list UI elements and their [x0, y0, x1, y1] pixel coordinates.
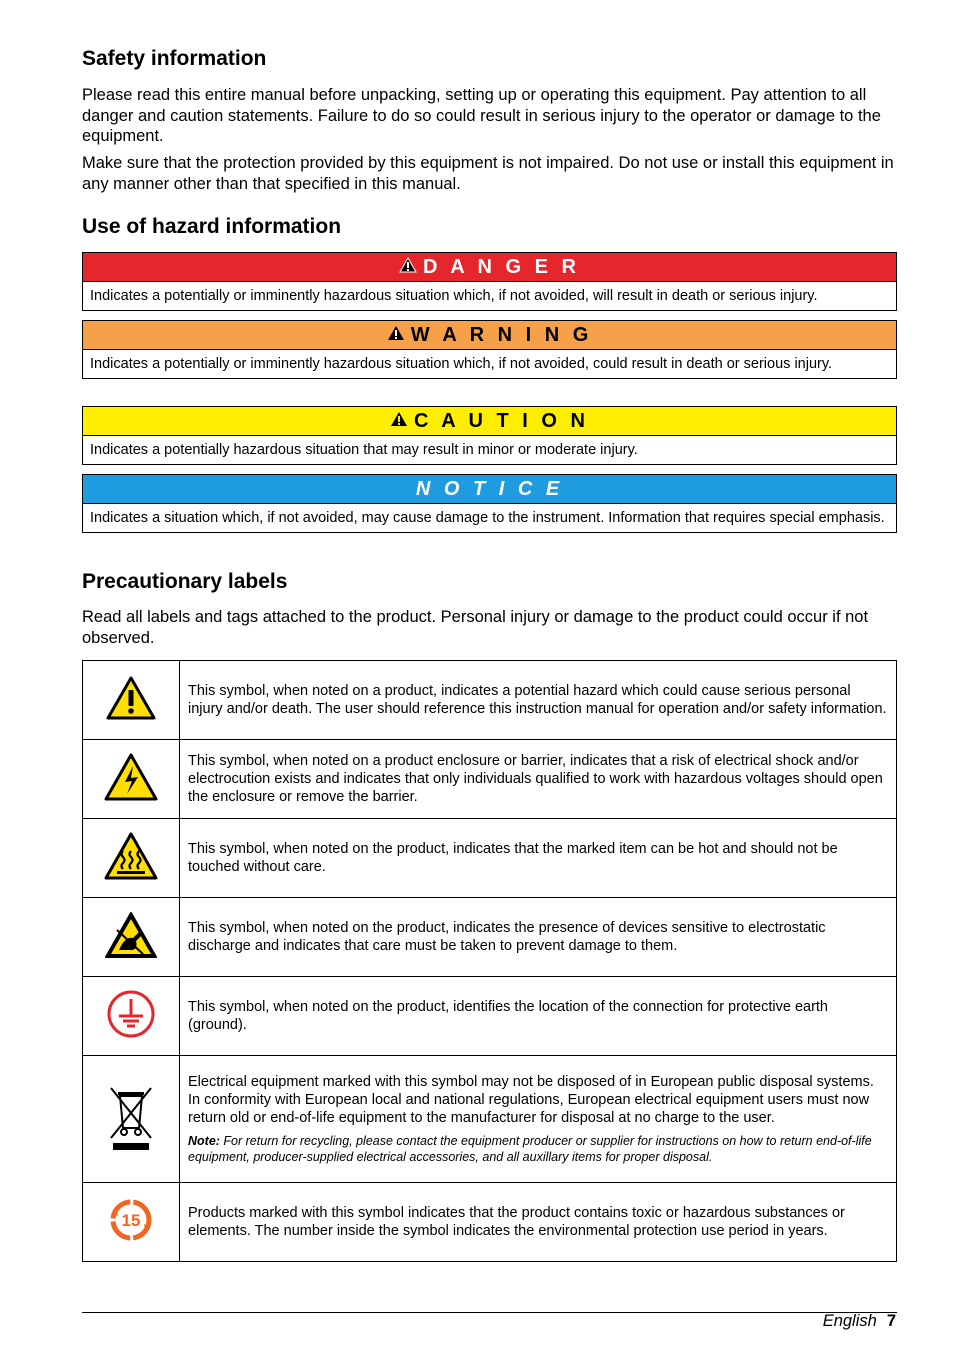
general-warning-icon: [105, 709, 157, 725]
icon-cell: [83, 898, 180, 977]
safety-paragraph-2: Make sure that the protection provided by this equipment is not impaired. Do not use or install this equipment in any manner other than that specified in this manual.: [82, 154, 894, 193]
table-row: [83, 661, 897, 740]
epup-15-icon: [106, 1210, 156, 1249]
danger-header: [83, 253, 896, 282]
danger-label: D A N G E R: [423, 255, 580, 278]
warning-box: [82, 320, 897, 379]
label-description-cell: [180, 1056, 897, 1183]
icon-cell: [83, 819, 180, 898]
hot-surface-icon: [103, 869, 159, 885]
weee-note: [188, 1133, 888, 1165]
safety-heading: Safety information: [82, 47, 267, 70]
table-row: [83, 740, 897, 819]
note-text: For return for recycling, please contact the equipment producer or supplier for instructions on how to return end-of-life equipment, producer-supplied electrical accessories, and all auxillary items for proper disposal.: [188, 1134, 872, 1164]
note-label: Note:: [188, 1134, 220, 1148]
caution-header: [83, 407, 896, 436]
table-row: [83, 1183, 897, 1262]
table-row: [83, 977, 897, 1056]
page-footer: [823, 1312, 896, 1331]
caution-box: [82, 406, 897, 465]
footer-divider: [82, 1312, 897, 1313]
table-row: [83, 1056, 897, 1183]
hazard-heading: Use of hazard information: [82, 215, 342, 238]
label-description: This symbol, when noted on a product enclosure or barrier, indicates that a risk of electrical shock and/or electrocution exists and indicates that only individuals qualified to work with hazardous voltages should open the enclosure or remove the barrier.: [180, 740, 897, 819]
warning-label: W A R N I N G: [410, 323, 593, 346]
protective-earth-icon: [106, 1027, 156, 1043]
epup-number: 15: [121, 1210, 141, 1230]
label-description: This symbol, when noted on a product, indicates a potential hazard which could cause serious personal injury and/or death. The user should reference this instruction manual for operation and/or safety information.: [180, 661, 897, 740]
warning-header: [83, 321, 896, 350]
caution-text: Indicates a potentially hazardous situation that may result in minor or moderate injury.: [90, 442, 638, 458]
footer-language: English: [822, 1312, 877, 1330]
warning-text: Indicates a potentially or imminently hazardous situation which, if not avoided, could result in death or serious injury.: [90, 356, 833, 372]
precautionary-labels-table: [82, 660, 897, 1262]
danger-text: Indicates a potentially or imminently hazardous situation which, if not avoided, will result in death or serious injury.: [90, 288, 818, 304]
weee-icon: [106, 1140, 156, 1156]
warning-triangle-icon: [399, 256, 417, 279]
page-number: 7: [886, 1312, 896, 1330]
table-row: [83, 898, 897, 977]
icon-cell: [83, 1056, 180, 1183]
notice-box: [82, 474, 897, 533]
icon-cell: [83, 661, 180, 740]
warning-triangle-icon: [387, 324, 405, 347]
electrical-shock-icon: [103, 790, 159, 806]
danger-box: [82, 252, 897, 311]
label-description: This symbol, when noted on the product, indicates that the marked item can be hot and should not be touched without care.: [180, 819, 897, 898]
safety-paragraph-1: Please read this entire manual before unpacking, setting up or operating this equipment. Pay attention to all danger and caution statements. Failure to do so could result in serious injury to the operator or damage to the equipment.: [82, 86, 881, 145]
notice-text: Indicates a situation which, if not avoided, may cause damage to the instrument. Information that requires special emphasis.: [90, 510, 885, 526]
icon-cell: [83, 740, 180, 819]
icon-cell: [83, 977, 180, 1056]
notice-label: N O T I C E: [415, 477, 564, 500]
caution-label: C A U T I O N: [414, 409, 589, 432]
table-row: [83, 819, 897, 898]
notice-header: [83, 475, 896, 504]
icon-cell: [83, 1183, 180, 1262]
esd-icon: [103, 948, 159, 964]
label-description: Products marked with this symbol indicates that the product contains toxic or hazardous substances or elements. The number inside the symbol indicates the environmental protection use period in years.: [180, 1183, 897, 1262]
warning-triangle-icon: [390, 410, 408, 433]
label-description: Electrical equipment marked with this symbol may not be disposed of in European public disposal systems. In conformity with European local and national regulations, European electrical equipment users must now return old or end-of-life equipment to the manufacturer for disposal at no charge to the user.: [188, 1074, 874, 1126]
label-description: This symbol, when noted on the product, indicates the presence of devices sensitive to electrostatic discharge and indicates that care must be taken to prevent damage to them.: [180, 898, 897, 977]
labels-intro: Read all labels and tags attached to the product. Personal injury or damage to the product could occur if not observed.: [82, 608, 869, 647]
label-description: This symbol, when noted on the product, identifies the location of the connection for protective earth (ground).: [180, 977, 897, 1056]
labels-heading: Precautionary labels: [82, 570, 288, 593]
